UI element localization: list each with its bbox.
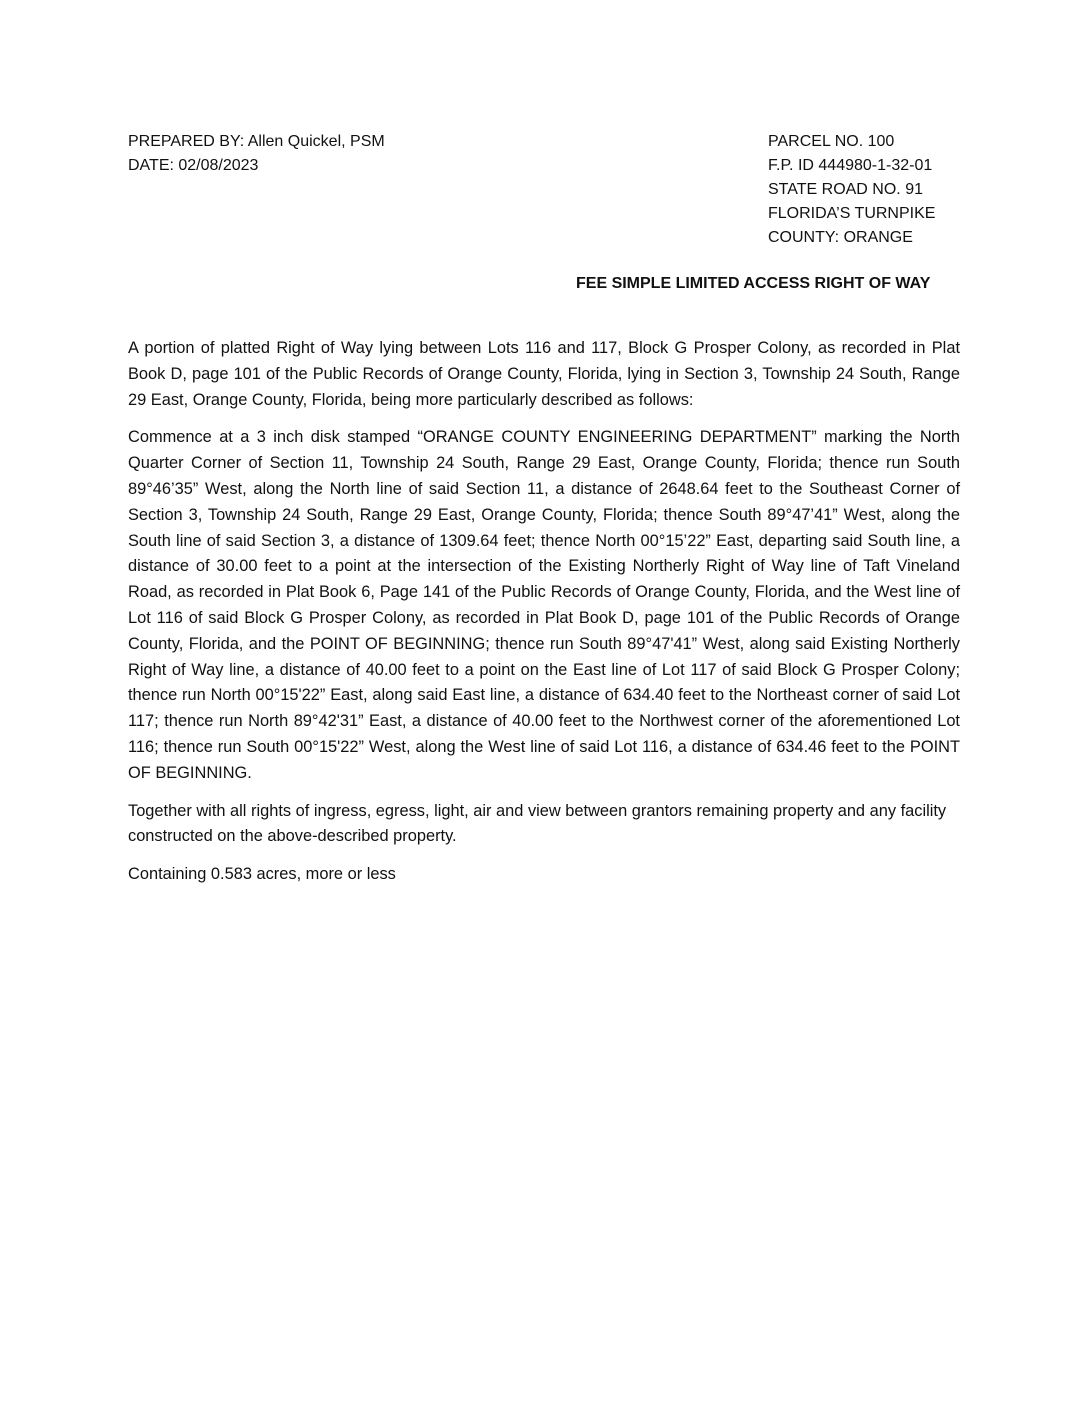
rights-paragraph: Together with all rights of ingress, egress, light, air and view between grantors remaining property and any facility constructed on the above-described property.	[128, 801, 947, 846]
prepared-date: DATE: 02/08/2023	[128, 157, 259, 174]
fp-id: F.P. ID 444980-1-32-01	[768, 157, 933, 174]
document-title: FEE SIMPLE LIMITED ACCESS RIGHT OF WAY	[576, 275, 931, 292]
turnpike-name: FLORIDA’S TURNPIKE	[768, 205, 936, 222]
parcel-number: PARCEL NO. 100	[768, 133, 895, 150]
preparer-block	[128, 130, 385, 178]
parcel-info-block	[768, 130, 935, 250]
intro-paragraph: A portion of platted Right of Way lying between Lots 116 and 117, Block G Prosper Colony, as recorded in Plat Book D, page 101 of the Public Records of Orange County, Florida, lying in Section 3, Township 24 South, Range 29 East, Orange County, Florida, being more particularly described as follows:	[128, 339, 960, 409]
metes-and-bounds-paragraph: Commence at a 3 inch disk stamped “ORANGE COUNTY ENGINEERING DEPARTMENT” marking the North Quarter Corner of Section 11, Township 24 South, Range 29 East, Orange County, Florida; thence run South 89°46’35” West, along the North line of said Section 11, a distance of 2648.64 feet to the Southeast Corner of Section 3, Township 24 South, Range 29 East, Orange County, Florida; thence South 89°47’41” West, along the South line of said Section 3, a distance of 1309.64 feet; thence North 00°15’22” East, departing said South line, a distance of 30.00 feet to a point at the intersection of the Existing Northerly Right of Way line of Taft Vineland Road, as recorded in Plat Book 6, Page 141 of the Public Records of Orange County, Florida, and the West line of Lot 116 of said Block G Prosper Colony, as recorded in Plat Book D, page 101 of the Public Records of Orange County, Florida, and the POINT OF BEGINNING; thence run South 89°47'41” West, along said Existing Northerly Right of Way line, a distance of 40.00 feet to a point on the East line of Lot 117 of said Block G Prosper Colony; thence run North 00°15'22” East, along said East line, a distance of 634.40 feet to the Northeast corner of said Lot 117; thence run North 89°42'31” East, a distance of 40.00 feet to the Northwest corner of the aforementioned Lot 116; thence run South 00°15'22” West, along the West line of said Lot 116, a distance of 634.46 feet to the POINT OF BEGINNING.	[128, 428, 960, 782]
prepared-by: PREPARED BY: Allen Quickel, PSM	[128, 133, 385, 150]
legal-description-body	[128, 336, 960, 900]
acreage-paragraph: Containing 0.583 acres, more or less	[128, 865, 396, 884]
state-road-number: STATE ROAD NO. 91	[768, 181, 923, 198]
county-name: COUNTY: ORANGE	[768, 229, 913, 246]
